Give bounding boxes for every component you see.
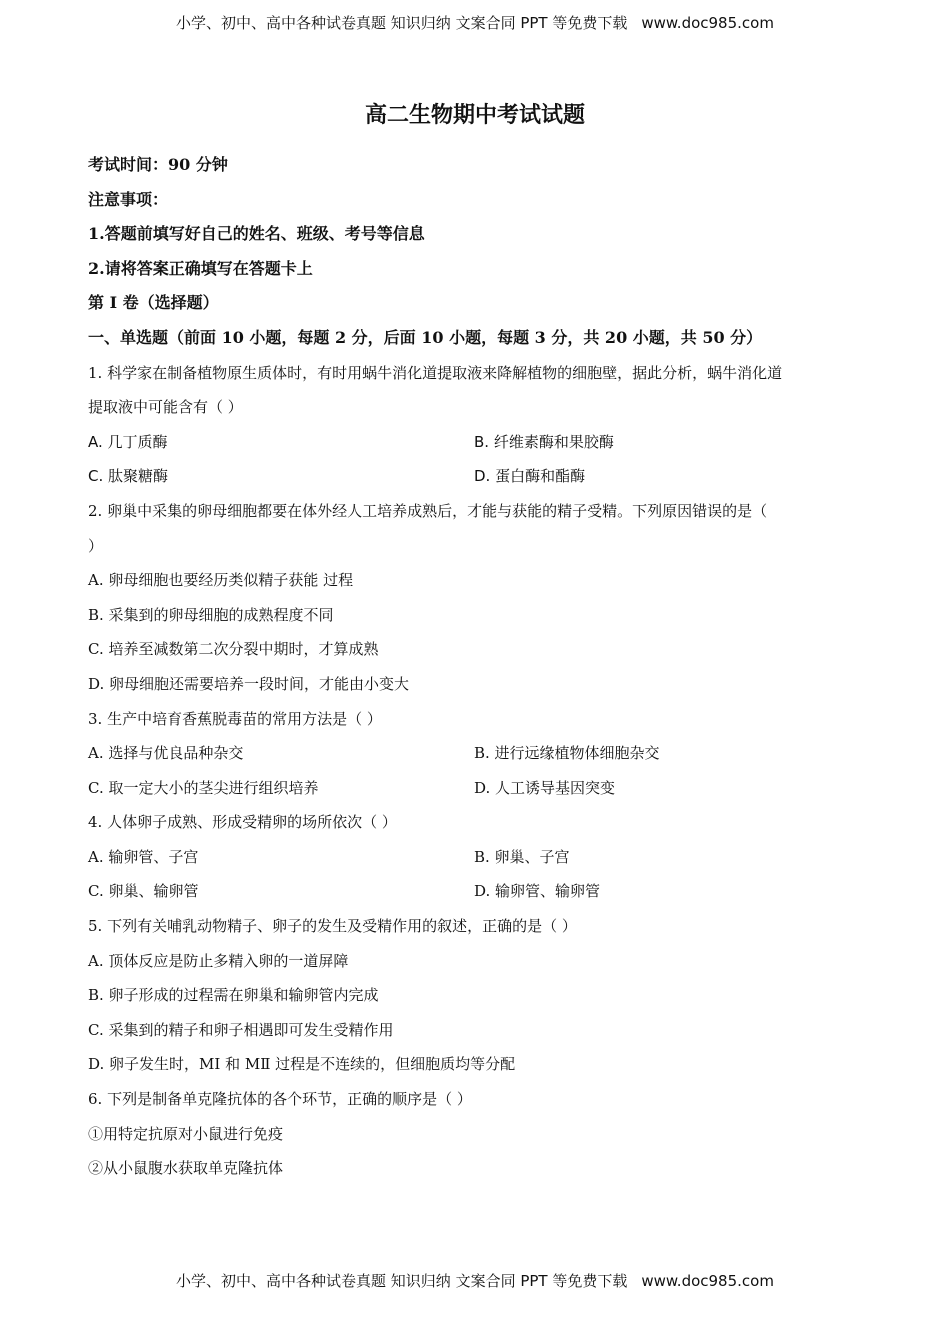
question-1-options-row-1 bbox=[88, 428, 868, 463]
volume-heading: 第 I 卷（选择题） bbox=[88, 293, 219, 313]
notice-item-2: 2.请将答案正确填写在答题卡上 bbox=[88, 258, 313, 278]
exam-time: 考试时间：90 分钟 bbox=[88, 155, 228, 174]
section-heading: 一、单选题（前面 10 小题，每题 2 分，后面 10 小题，每题 3 分，共 20 小题，共 50 分） bbox=[88, 327, 763, 347]
option-a: A. 输卵管、子宫 bbox=[88, 847, 199, 866]
option-c: C. 肽聚糖酶 bbox=[88, 467, 169, 486]
option-b: B. 纤维素酶和果胶酶 bbox=[474, 432, 614, 451]
option-b: B. 进行远缘植物体细胞杂交 bbox=[474, 744, 660, 763]
banner-site-link[interactable]: www.doc985.com bbox=[641, 1272, 774, 1290]
question-4-options-row-1 bbox=[88, 843, 868, 878]
page-title: 高二生物期中考试试题 bbox=[364, 102, 585, 128]
option-d: D. 输卵管、输卵管 bbox=[474, 882, 601, 901]
option-d: D. 人工诱导基因突变 bbox=[474, 778, 616, 797]
option-d: D. 卵母细胞还需要培养一段时间，才能由小变大 bbox=[88, 674, 410, 693]
option-b: B. 采集到的卵母细胞的成熟程度不同 bbox=[88, 605, 334, 624]
question-6-item-1: ①用特定抗原对小鼠进行免疫 bbox=[88, 1124, 284, 1143]
question-5-stem: 5. 下列有关哺乳动物精子、卵子的发生及受精作用的叙述，正确的是（ ） bbox=[88, 917, 577, 936]
question-1-stem: 1. 科学家在制备植物原生质体时，有时用蜗牛消化道提取液来降解植物的细胞壁，据此分析，蜗牛消化道 bbox=[88, 363, 783, 382]
option-b: B. 卵巢、子宫 bbox=[474, 847, 570, 866]
question-4-options-row-2 bbox=[88, 877, 868, 912]
option-d: D. 卵子发生时，MⅠ 和 MⅡ 过程是不连续的，但细胞质均等分配 bbox=[88, 1055, 516, 1074]
option-a: A. 选择与优良品种杂交 bbox=[88, 744, 244, 763]
notice-heading: 注意事项： bbox=[88, 189, 169, 209]
banner-site-link[interactable]: www.doc985.com bbox=[641, 14, 774, 32]
option-b: B. 卵子形成的过程需在卵巢和输卵管内完成 bbox=[88, 986, 379, 1005]
option-a: A. 卵母细胞也要经历类似精子获能 过程 bbox=[88, 571, 354, 590]
option-c: C. 采集到的精子和卵子相遇即可发生受精作用 bbox=[88, 1020, 394, 1039]
question-3-options-row-1 bbox=[88, 739, 868, 774]
footer-banner bbox=[0, 1270, 950, 1291]
question-3-stem: 3. 生产中培育香蕉脱毒苗的常用方法是（ ） bbox=[88, 709, 382, 728]
option-d: D. 蛋白酶和酯酶 bbox=[474, 467, 586, 486]
question-2-stem-cont: ） bbox=[88, 536, 104, 555]
question-6-stem: 6. 下列是制备单克隆抗体的各个环节，正确的顺序是（ ） bbox=[88, 1090, 472, 1109]
question-1-stem-cont: 提取液中可能含有（ ） bbox=[88, 398, 243, 417]
option-c: C. 培养至减数第二次分裂中期时，才算成熟 bbox=[88, 640, 379, 659]
notice-item-1: 1.答题前填写好自己的姓名、班级、考号等信息 bbox=[88, 224, 425, 244]
question-2-stem: 2. 卵巢中采集的卵母细胞都要在体外经人工培养成熟后，才能与获能的精子受精。下列原因错误的是（ bbox=[88, 501, 768, 520]
header-banner bbox=[0, 12, 950, 33]
question-3-options-row-2 bbox=[88, 774, 868, 809]
question-1-options-row-2 bbox=[88, 462, 868, 497]
banner-text: 小学、初中、高中各种试卷真题 知识归纳 文案合同 PPT 等免费下载 bbox=[176, 14, 628, 32]
question-6-item-2: ②从小鼠腹水获取单克隆抗体 bbox=[88, 1159, 284, 1178]
option-c: C. 取一定大小的茎尖进行组织培养 bbox=[88, 778, 319, 797]
exam-content bbox=[88, 151, 868, 1189]
banner-text: 小学、初中、高中各种试卷真题 知识归纳 文案合同 PPT 等免费下载 bbox=[176, 1272, 628, 1290]
option-a: A. 顶体反应是防止多精入卵的一道屏障 bbox=[88, 951, 349, 970]
question-4-stem: 4. 人体卵子成熟、形成受精卵的场所依次（ ） bbox=[88, 813, 397, 832]
option-c: C. 卵巢、输卵管 bbox=[88, 882, 199, 901]
option-a: A. 几丁质酶 bbox=[88, 432, 168, 451]
